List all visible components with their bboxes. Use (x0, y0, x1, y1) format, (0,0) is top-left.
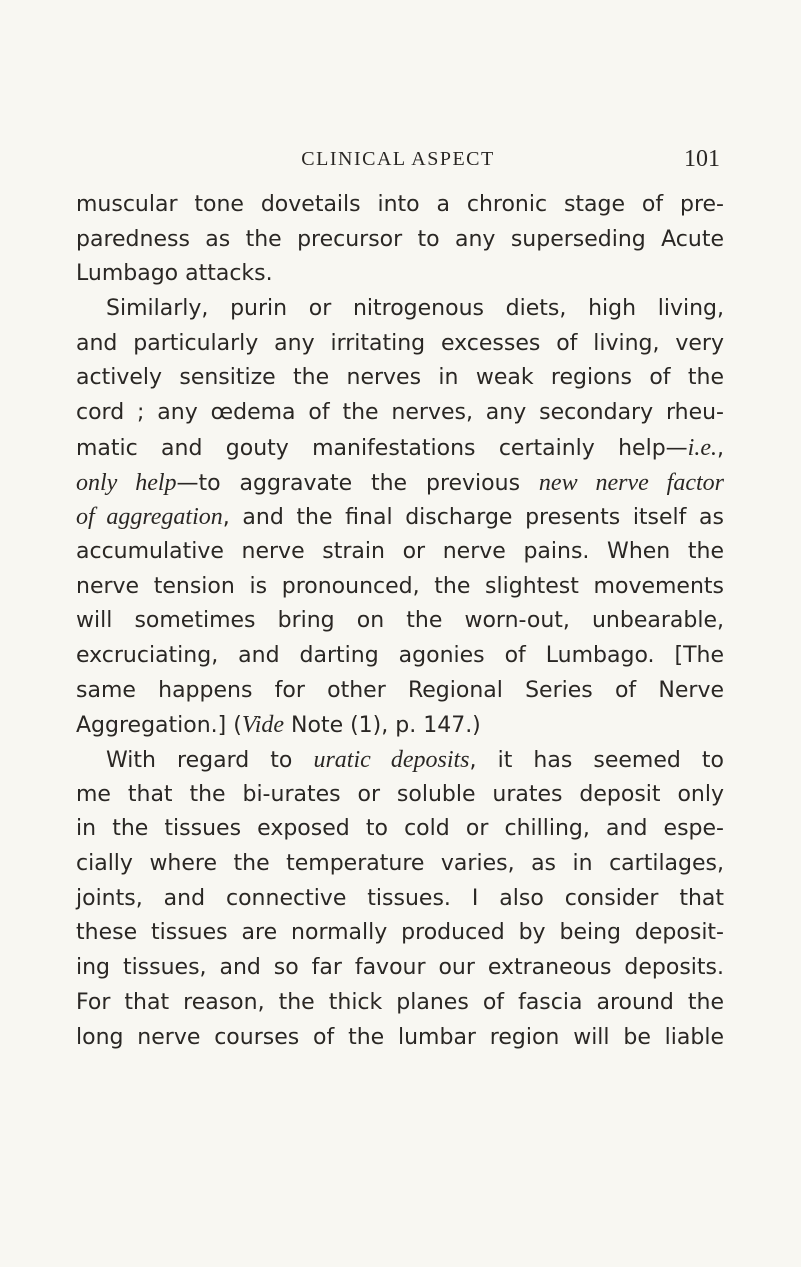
text-line: Lumbago attacks. (76, 261, 273, 287)
text-line: long nerve courses of the lumbar region will be liable (76, 1024, 724, 1050)
text-line: Aggregation.] (Vide Note (1), p. 147.) (76, 712, 481, 739)
text-line: excruciating, and darting agonies of Lumbago. [The (76, 642, 724, 668)
text-line: matic and gouty manifestations certainly help—i.e., (76, 434, 724, 461)
text-line: cord ; any œdema of the nerves, any secondary rheu- (76, 400, 724, 426)
text-line: nerve tension is pronounced, the slightest movements (76, 573, 724, 599)
body-text (76, 188, 724, 1055)
text-line: ing tissues, and so far favour our extraneous deposits. (76, 955, 724, 981)
text-line: only help—to aggravate the previous new nerve factor (76, 469, 724, 496)
text-line: With regard to uratic deposits, it has seemed to (106, 747, 725, 773)
italic-of-aggregation: of aggregation (76, 504, 223, 531)
italic-uratic-deposits: uratic deposits (313, 747, 470, 773)
text-line: For that reason, the thick planes of fascia around the (76, 989, 724, 1015)
italic-only-help: only help (76, 469, 177, 496)
text-line: will sometimes bring on the worn-out, unbearable, (76, 608, 724, 634)
text-line: muscular tone dovetails into a chronic stage of pre- (76, 192, 724, 217)
text-line: cially where the temperature varies, as in cartilages, (76, 851, 724, 877)
text-line: actively sensitize the nerves in weak regions of the (76, 365, 724, 391)
text-line: in the tissues exposed to cold or chilling, and espe- (76, 816, 724, 842)
text-line: and particularly any irritating excesses of living, very (76, 330, 724, 356)
italic-ie: i.e. (687, 434, 717, 461)
running-title: CLINICAL ASPECT (301, 148, 495, 170)
text-line: these tissues are normally produced by being deposit- (76, 920, 724, 946)
italic-vide: Vide (241, 712, 285, 739)
running-head (76, 146, 720, 176)
text-line: joints, and connective tissues. I also consider that (76, 885, 724, 911)
text-line: paredness as the precursor to any superseding Acute (76, 226, 724, 252)
text-line: accumulative nerve strain or nerve pains. When the (76, 538, 724, 564)
text-line: same happens for other Regional Series of Nerve (76, 677, 724, 703)
text-line: of aggregation, and the final discharge presents itself as (76, 504, 724, 531)
text-line: Similarly, purin or nitrogenous diets, high living, (106, 296, 724, 322)
italic-new-nerve-factor: new nerve factor (538, 469, 724, 496)
page-number: 101 (684, 146, 720, 172)
text-line: me that the bi-urates or soluble urates deposit only (76, 781, 724, 807)
